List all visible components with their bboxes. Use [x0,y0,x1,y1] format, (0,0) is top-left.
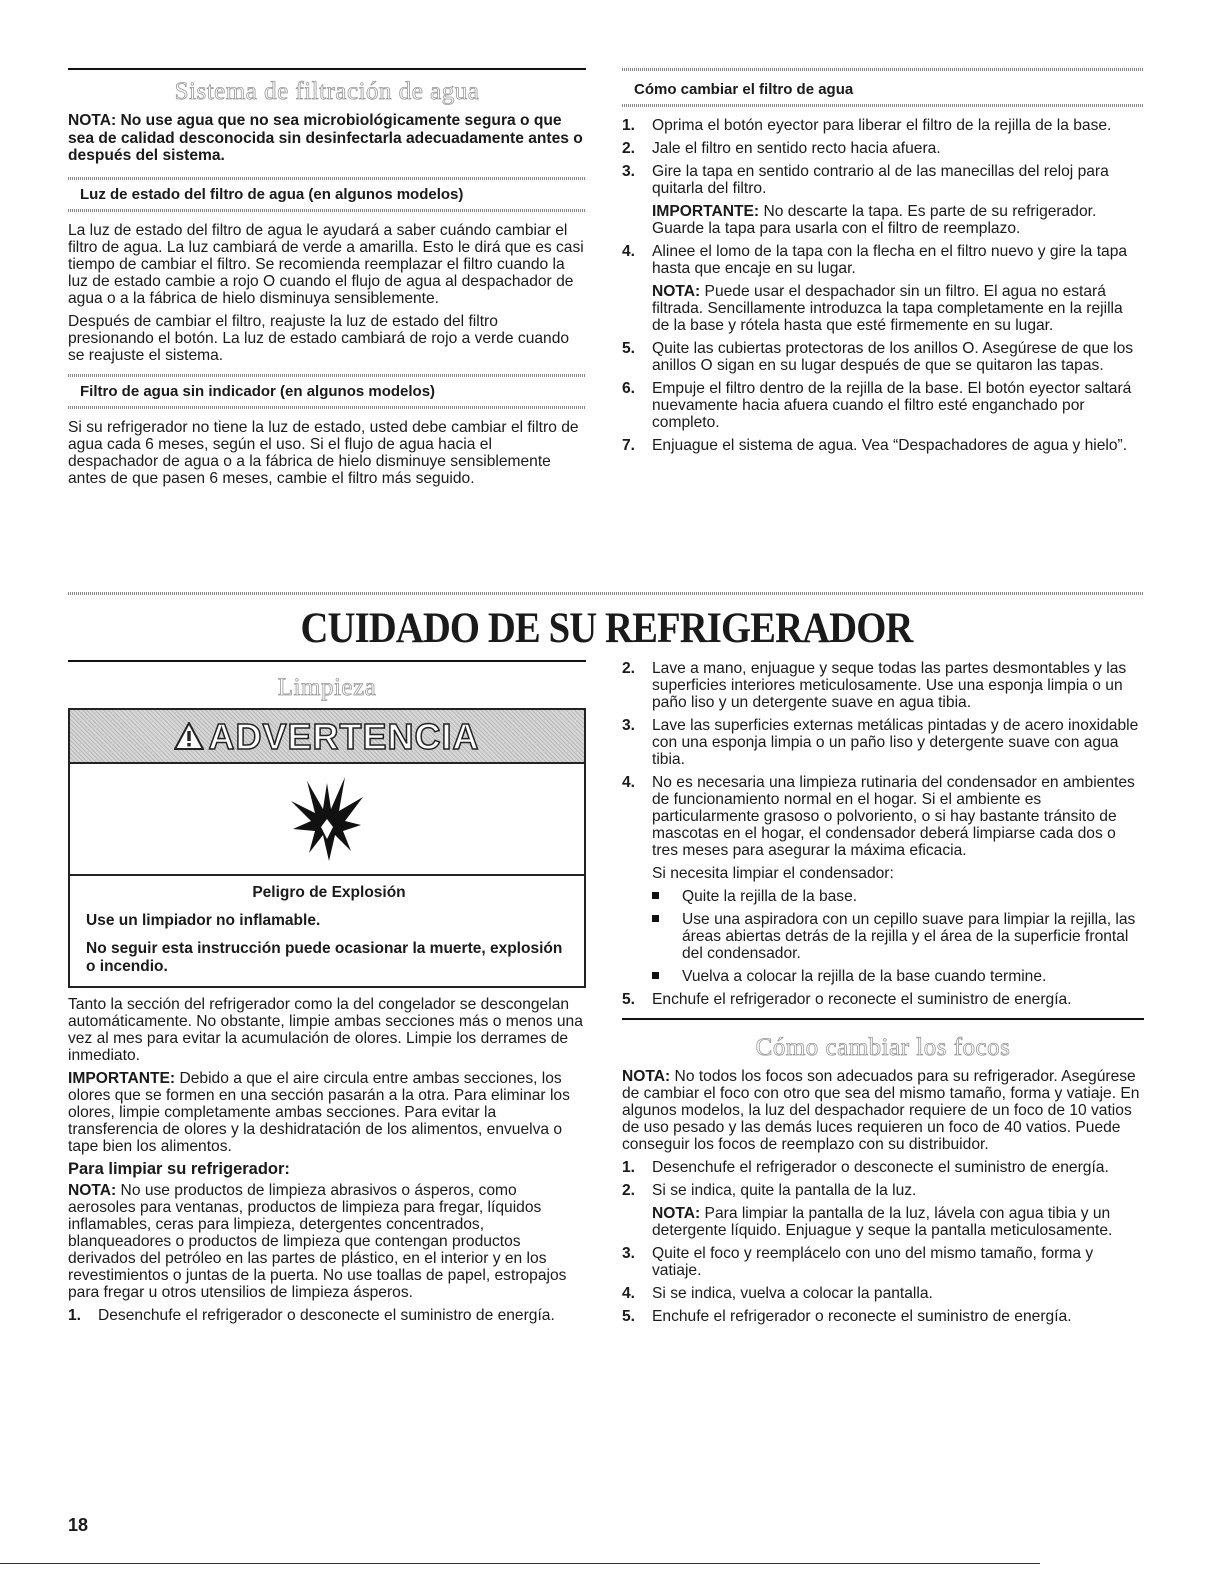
bulbs-steps [622,1159,1144,1325]
change-filter-heading: Cómo cambiar el filtro de agua [634,81,854,98]
list-item: 2. Jale el filtro en sentido recto hacia afuera. [622,140,941,157]
list-item: 1. Oprima el botón eyector para liberar el filtro de la rejilla de la base. [622,117,1112,134]
list-item: 7. Enjuague el sistema de agua. Vea “Despachadores de agua y hielo”. [622,437,1128,454]
bullet-square-icon [652,915,659,922]
note: NOTA: Puede usar el despachador sin un filtro. El agua no estará filtrada. Sencillamente introduzca la tapa completamente en la rejilla de la base y rótela hasta que esté firmemente en su lugar. [652,283,1123,334]
explosion-graphic [70,764,584,876]
change-filter-steps [622,117,1144,454]
warning-box [68,708,586,988]
warning-hazard: Peligro de Explosión [252,884,406,901]
cleaning-note: NOTA: No use productos de limpieza abrasivos o ásperos, como aerosoles para ventanas, productos de limpieza para fregar, líquidos inflamables, ceras para limpieza, detergentes concentrados, blanqueadores o productos de limpieza que contengan productos derivados del petróleo en las partes de plástico, en el interior y en los revestimientos o juntas de la puerta. No use toallas de papel, estropajos para fregar u otros utensilios de limpieza ásperos. [68,1182,567,1301]
section-title-water-filter: Sistema de filtración de agua [174,78,480,105]
list-item: 4. Alinee el lomo de la tapa con la flecha en el filtro nuevo y gire la tapa hasta que encaje en su lugar. NOTA: Puede usar el despachador sin un filtro. El agua no estará filtrada. Sencillamente introduzca la tapa completamente en la rejilla de la base y rótela hasta que esté firmemente en su lugar. [622,243,1144,334]
cleaning-steps [68,1307,586,1324]
warning-instruction: Use un limpiador no inflamable. [86,912,321,929]
divider [68,209,586,212]
list-item: 1. Desenchufe el refrigerador o desconecte el suministro de energía. [622,1159,1109,1176]
condenser-bullets [622,888,1144,985]
warning-triangle-icon [174,722,204,750]
warning-title: ADVERTENCIA [208,715,480,757]
no-indicator-heading: Filtro de agua sin indicador (en algunos modelos) [80,382,436,400]
list-item: 5. Enchufe el refrigerador o reconecte el suministro de energía. [622,1308,1072,1325]
cleaning-howto-heading: Para limpiar su refrigerador: [68,1160,290,1178]
section-rule [68,660,586,662]
cleaning-important: IMPORTANTE: Debido a que el aire circula entre ambas secciones, los olores que se formen en una sección pasarán a la otra. Para eliminar los olores, limpie completamente ambas secciones. Para evitar la transferencia de olores y la deshidratación de los alimentos, envuelva o tape bien los alimentos. [68,1070,570,1155]
divider [68,406,586,409]
list-item: 2. Si se indica, quite la pantalla de la luz. NOTA: Para limpiar la pantalla de la luz, lávela con agua tibia y un detergente líquido. Enjuague y seque la pantalla meticulosamente. [622,1182,1144,1239]
section-title-bulbs: Cómo cambiar los focos [755,1034,1011,1061]
cleaning-continued [622,660,1144,1331]
list-item: 6. Empuje el filtro dentro de la rejilla de la base. El botón eyector saltará nuevamente hacia afuera cuando el filtro esté enganchado por completo. [622,380,1132,431]
list-item: 4. Si se indica, vuelva a colocar la pantalla. [622,1285,933,1302]
bullet-square-icon [652,972,659,979]
section-rule [622,1018,1144,1020]
footer-rule [0,1563,1040,1564]
warning-header [70,710,584,764]
note: NOTA: Para limpiar la pantalla de la luz, lávela con agua tibia y un detergente líquido. Enjuague y seque la pantalla meticulosamente. [652,1205,1113,1239]
divider [68,592,1144,595]
list-item: Vuelva a colocar la rejilla de la base cuando termine. [622,968,1144,985]
list-item: 5. Quite las cubiertas protectoras de los anillos O. Asegúrese de que los anillos O sigan en su lugar después de que se quitaron las tapas. [622,340,1134,374]
warning-body [70,876,584,986]
explosion-icon [287,773,367,865]
cleaning-paragraph: Tanto la sección del refrigerador como la del congelador se descongelan automáticamente. No obstante, limpie ambas secciones más o menos una vez al mes para evitar la acumulación de olores. Limpie los derrames de inmediato. [68,996,583,1064]
status-light-paragraph-1: La luz de estado del filtro de agua le ayudará a saber cuándo cambiar el filtro de agua. La luz cambiará de verde a amarilla. Esto le dirá que es casi tiempo de cambiar el filtro. Se recomienda reemplazar el filtro cuando la luz de estado cambie a rojo O cuando el flujo de agua al despachador de agua o a la fábrica de hielo disminuya sensiblemente. [68,221,584,307]
list-item: 2. Lave a mano, enjuague y seque todas las partes desmontables y las superficies interiores meticulosamente. Use una esponja limpia o un paño liso y un detergente suave en agua tibia. [622,660,1127,711]
no-indicator-paragraph: Si su refrigerador no tiene la luz de estado, usted debe cambiar el filtro de agua cada 6 meses, según el uso. Si el flujo de agua hacia el despachador de agua o a la fábrica de hielo disminuye sensiblemente antes de que pasen 6 meses, cambie el filtro más seguido. [68,418,579,487]
page-number: 18 [68,1515,89,1535]
water-filter-section [68,68,586,493]
list-item: 3. Quite el foco y reemplácelo con uno del mismo tamaño, forma y vatiaje. [622,1245,1094,1279]
change-filter-section [622,68,1144,460]
list-item: 5. Enchufe el refrigerador o reconecte el suministro de energía. [622,991,1072,1008]
warning-consequence: No seguir esta instrucción puede ocasionar la muerte, explosión o incendio. [86,940,563,975]
list-item: 3. Gire la tapa en sentido contrario al de las manecillas del reloj para quitarla del filtro. IMPORTANTE: No descarte la tapa. Es parte de su refrigerador. Guarde la tapa para usarla con el filtro de reemplazo. [622,163,1144,237]
important-note: IMPORTANTE: No descarte la tapa. Es parte de su refrigerador. Guarde la tapa para usarla con el filtro de reemplazo. [652,203,1097,237]
condenser-intro: Si necesita limpiar el condensador: [652,865,894,882]
list-item: 4. No es necesaria una limpieza rutinaria del condensador en ambientes de funcionamiento normal en el hogar. Si el ambiente es particularmente grasoso o polvoriento, o si hay bastante tránsito de mascotas en el hogar, el condensador deberá limpiarse cada dos o tres meses para asegurar la máxima eficacia. Si necesita limpiar el condensador: Quite la rejilla de la base. Use una aspiradora con un cepillo suave para limpiar la rejilla, las áreas abiertas detrás de la rejilla y el área de la superficie frontal del condensador. Vuelva a colocar la rejilla de la base cuando termine. [622,774,1144,985]
page-title: CUIDADO DE SU REFRIGERADOR [300,605,913,652]
cleaning-section [68,660,586,1330]
water-filter-note: NOTA: No use agua que no sea microbiológicamente segura o que sea de calidad desconocida sin desinfectarla adecuadamente antes o después del sistema. [68,112,583,164]
cleaning-steps-continued [622,660,1144,1008]
bullet-square-icon [652,892,659,899]
section-rule [68,68,586,70]
status-light-heading: Luz de estado del filtro de agua (en algunos modelos) [80,185,464,203]
bulbs-note: NOTA: No todos los focos son adecuados para su refrigerador. Asegúrese de cambiar el foco con otro que sea del mismo tamaño, forma y vatiaje. En algunos modelos, la luz del despachador requiere de un foco de 10 vatios de uso pesado y las demás luces requieren un foco de 40 vatios. Puede conseguir los focos de reemplazo con su distribuidor. [622,1068,1140,1153]
list-item: 3. Lave las superficies externas metálicas pintadas y de acero inoxidable con una esponja limpia o un paño liso y detergente suave con agua tibia. [622,717,1139,768]
list-item: Quite la rejilla de la base. [622,888,1144,905]
list-item: 1. Desenchufe el refrigerador o desconecte el suministro de energía. [68,1307,555,1324]
section-title-cleaning: Limpieza [277,674,377,701]
list-item: Use una aspiradora con un cepillo suave para limpiar la rejilla, las áreas abiertas detrás de la rejilla y el área de la superficie frontal del condensador. [622,911,1144,962]
divider [622,104,1144,107]
status-light-paragraph-2: Después de cambiar el filtro, reajuste la luz de estado del filtro presionando el botón. La luz de estado cambiará de rojo a verde cuando se reajuste el sistema. [68,312,570,364]
